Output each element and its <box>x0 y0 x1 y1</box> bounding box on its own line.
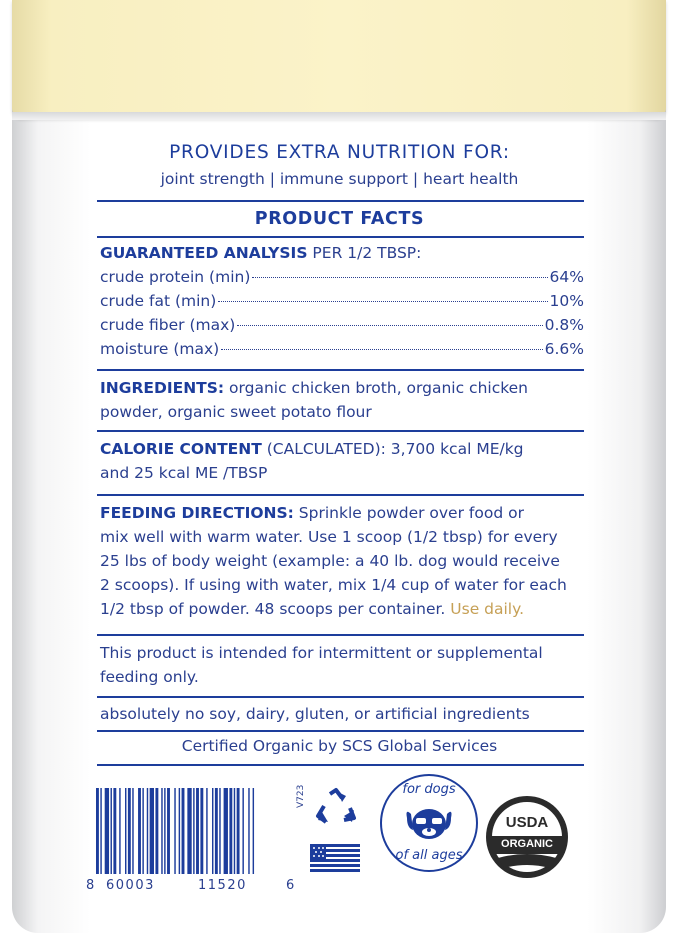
badge-bottom-text: of all ages <box>395 848 463 863</box>
barcode-bar <box>119 788 120 874</box>
barcode-bar <box>155 788 158 874</box>
divider <box>97 634 584 636</box>
certified-text: Certified Organic by SCS Global Services <box>181 737 498 755</box>
barcode <box>96 788 294 874</box>
barcode-bar <box>193 788 194 874</box>
calorie-block <box>100 437 590 485</box>
barcode-bar <box>150 788 154 874</box>
leader-dots <box>218 301 547 302</box>
barcode-bar <box>229 788 232 874</box>
version-code: V723 <box>296 784 306 808</box>
feeding-text: Sprinkle powder over food or <box>293 504 524 522</box>
usda-organic-seal <box>484 794 570 880</box>
divider <box>97 730 584 732</box>
analysis-row <box>100 292 584 310</box>
free-from-text: absolutely no soy, dairy, gluten, or artificial ingredients <box>100 705 530 723</box>
ingredients-text: organic chicken broth, organic chicken <box>224 379 529 397</box>
barcode-digits: 60003 <box>106 878 155 893</box>
analysis-row <box>100 340 584 358</box>
analysis-name: crude fiber (max) <box>100 316 236 334</box>
divider <box>97 430 584 432</box>
divider-bottom <box>97 764 584 766</box>
analysis-label: GUARANTEED ANALYSIS <box>100 244 308 262</box>
usda-text: USDA <box>505 814 549 831</box>
barcode-bar <box>224 788 228 874</box>
barcode-bar <box>132 788 133 874</box>
intended-block <box>100 641 590 689</box>
leader-dots <box>221 349 542 350</box>
barcode-digits: 11520 <box>198 878 247 893</box>
can-lid <box>12 0 666 118</box>
barcode-bar <box>242 788 243 874</box>
barcode-digit: 6 <box>286 878 295 893</box>
feeding-text: 2 scoops). If using with water, mix 1/4 cup of water for each <box>100 576 567 594</box>
ingredients-text: powder, organic sweet potato flour <box>100 403 372 421</box>
barcode-bar <box>253 788 254 874</box>
feeding-text: 25 lbs of body weight (example: a 40 lb. dog would receive <box>100 552 560 570</box>
headline: PROVIDES EXTRA NUTRITION FOR: <box>169 142 510 163</box>
barcode-bar <box>234 788 235 874</box>
barcode-bar <box>174 788 175 874</box>
product-facts-title: PRODUCT FACTS <box>254 209 425 229</box>
ingredients-label: INGREDIENTS: <box>100 379 225 397</box>
calorie-text: and 25 kcal ME /TBSP <box>100 464 268 482</box>
barcode-bar <box>113 788 116 874</box>
analysis-name: moisture (max) <box>100 340 220 358</box>
analysis-heading <box>100 244 421 262</box>
divider <box>97 236 584 238</box>
analysis-value: 0.8% <box>544 316 584 334</box>
analysis-per: PER 1/2 TBSP: <box>307 244 422 262</box>
feeding-label: FEEDING DIRECTIONS: <box>100 504 294 522</box>
analysis-row <box>100 316 584 334</box>
analysis-value: 6.6% <box>544 340 584 358</box>
analysis-name: crude protein (min) <box>100 268 251 286</box>
barcode-bar <box>138 788 141 874</box>
dog-badge <box>378 772 480 874</box>
barcode-bar <box>179 788 180 874</box>
barcode-bar <box>105 788 109 874</box>
analysis-row <box>100 268 584 286</box>
barcode-bar <box>206 788 207 874</box>
calorie-text: (CALCULATED): 3,700 kcal ME/kg <box>261 440 524 458</box>
us-flag-icon <box>310 844 360 874</box>
barcode-bar <box>128 788 131 874</box>
barcode-bar <box>111 788 112 874</box>
barcode-bar <box>96 788 99 874</box>
barcode-bar <box>161 788 162 874</box>
feeding-text: mix well with warm water. Use 1 scoop (1/2 tbsp) for every <box>100 528 558 546</box>
intended-text: feeding only. <box>100 668 199 686</box>
barcode-bar <box>142 788 143 874</box>
barcode-bar <box>219 788 220 874</box>
analysis-name: crude fat (min) <box>100 292 217 310</box>
barcode-bar <box>147 788 148 874</box>
benefits-line: joint strength | immune support | heart health <box>160 170 519 188</box>
barcode-bar <box>167 788 170 874</box>
leader-dots <box>252 277 547 278</box>
barcode-bar <box>200 788 203 874</box>
leader-dots <box>237 325 542 326</box>
barcode-bar <box>125 788 126 874</box>
usda-seal-icon <box>484 794 570 880</box>
analysis-value: 10% <box>549 292 584 310</box>
use-daily-highlight: Use daily. <box>450 600 525 618</box>
divider <box>97 494 584 496</box>
divider-top <box>97 200 584 202</box>
barcode-bar <box>187 788 191 874</box>
barcode-bar <box>212 788 213 874</box>
lid-rim <box>12 112 666 120</box>
calorie-label: CALORIE CONTENT <box>100 440 262 458</box>
badge-top-text: for dogs <box>402 782 456 797</box>
divider <box>97 369 584 371</box>
barcode-bar <box>248 788 249 874</box>
barcode-bar <box>182 788 185 874</box>
barcode-bar <box>164 788 165 874</box>
barcode-bar <box>237 788 240 874</box>
recycle-icon <box>314 786 358 830</box>
organic-text: ORGANIC <box>501 838 553 850</box>
intended-text: This product is intended for intermittent or supplemental <box>100 644 543 662</box>
barcode-digit: 8 <box>86 878 95 893</box>
barcode-bar <box>215 788 218 874</box>
feeding-block <box>100 501 590 621</box>
barcode-bar <box>100 788 101 874</box>
analysis-value: 64% <box>549 268 584 286</box>
feeding-text: 1/2 tbsp of powder. 48 scoops per container. <box>100 600 451 618</box>
barcode-bar <box>196 788 199 874</box>
divider <box>97 696 584 698</box>
ingredients-block <box>100 376 590 424</box>
